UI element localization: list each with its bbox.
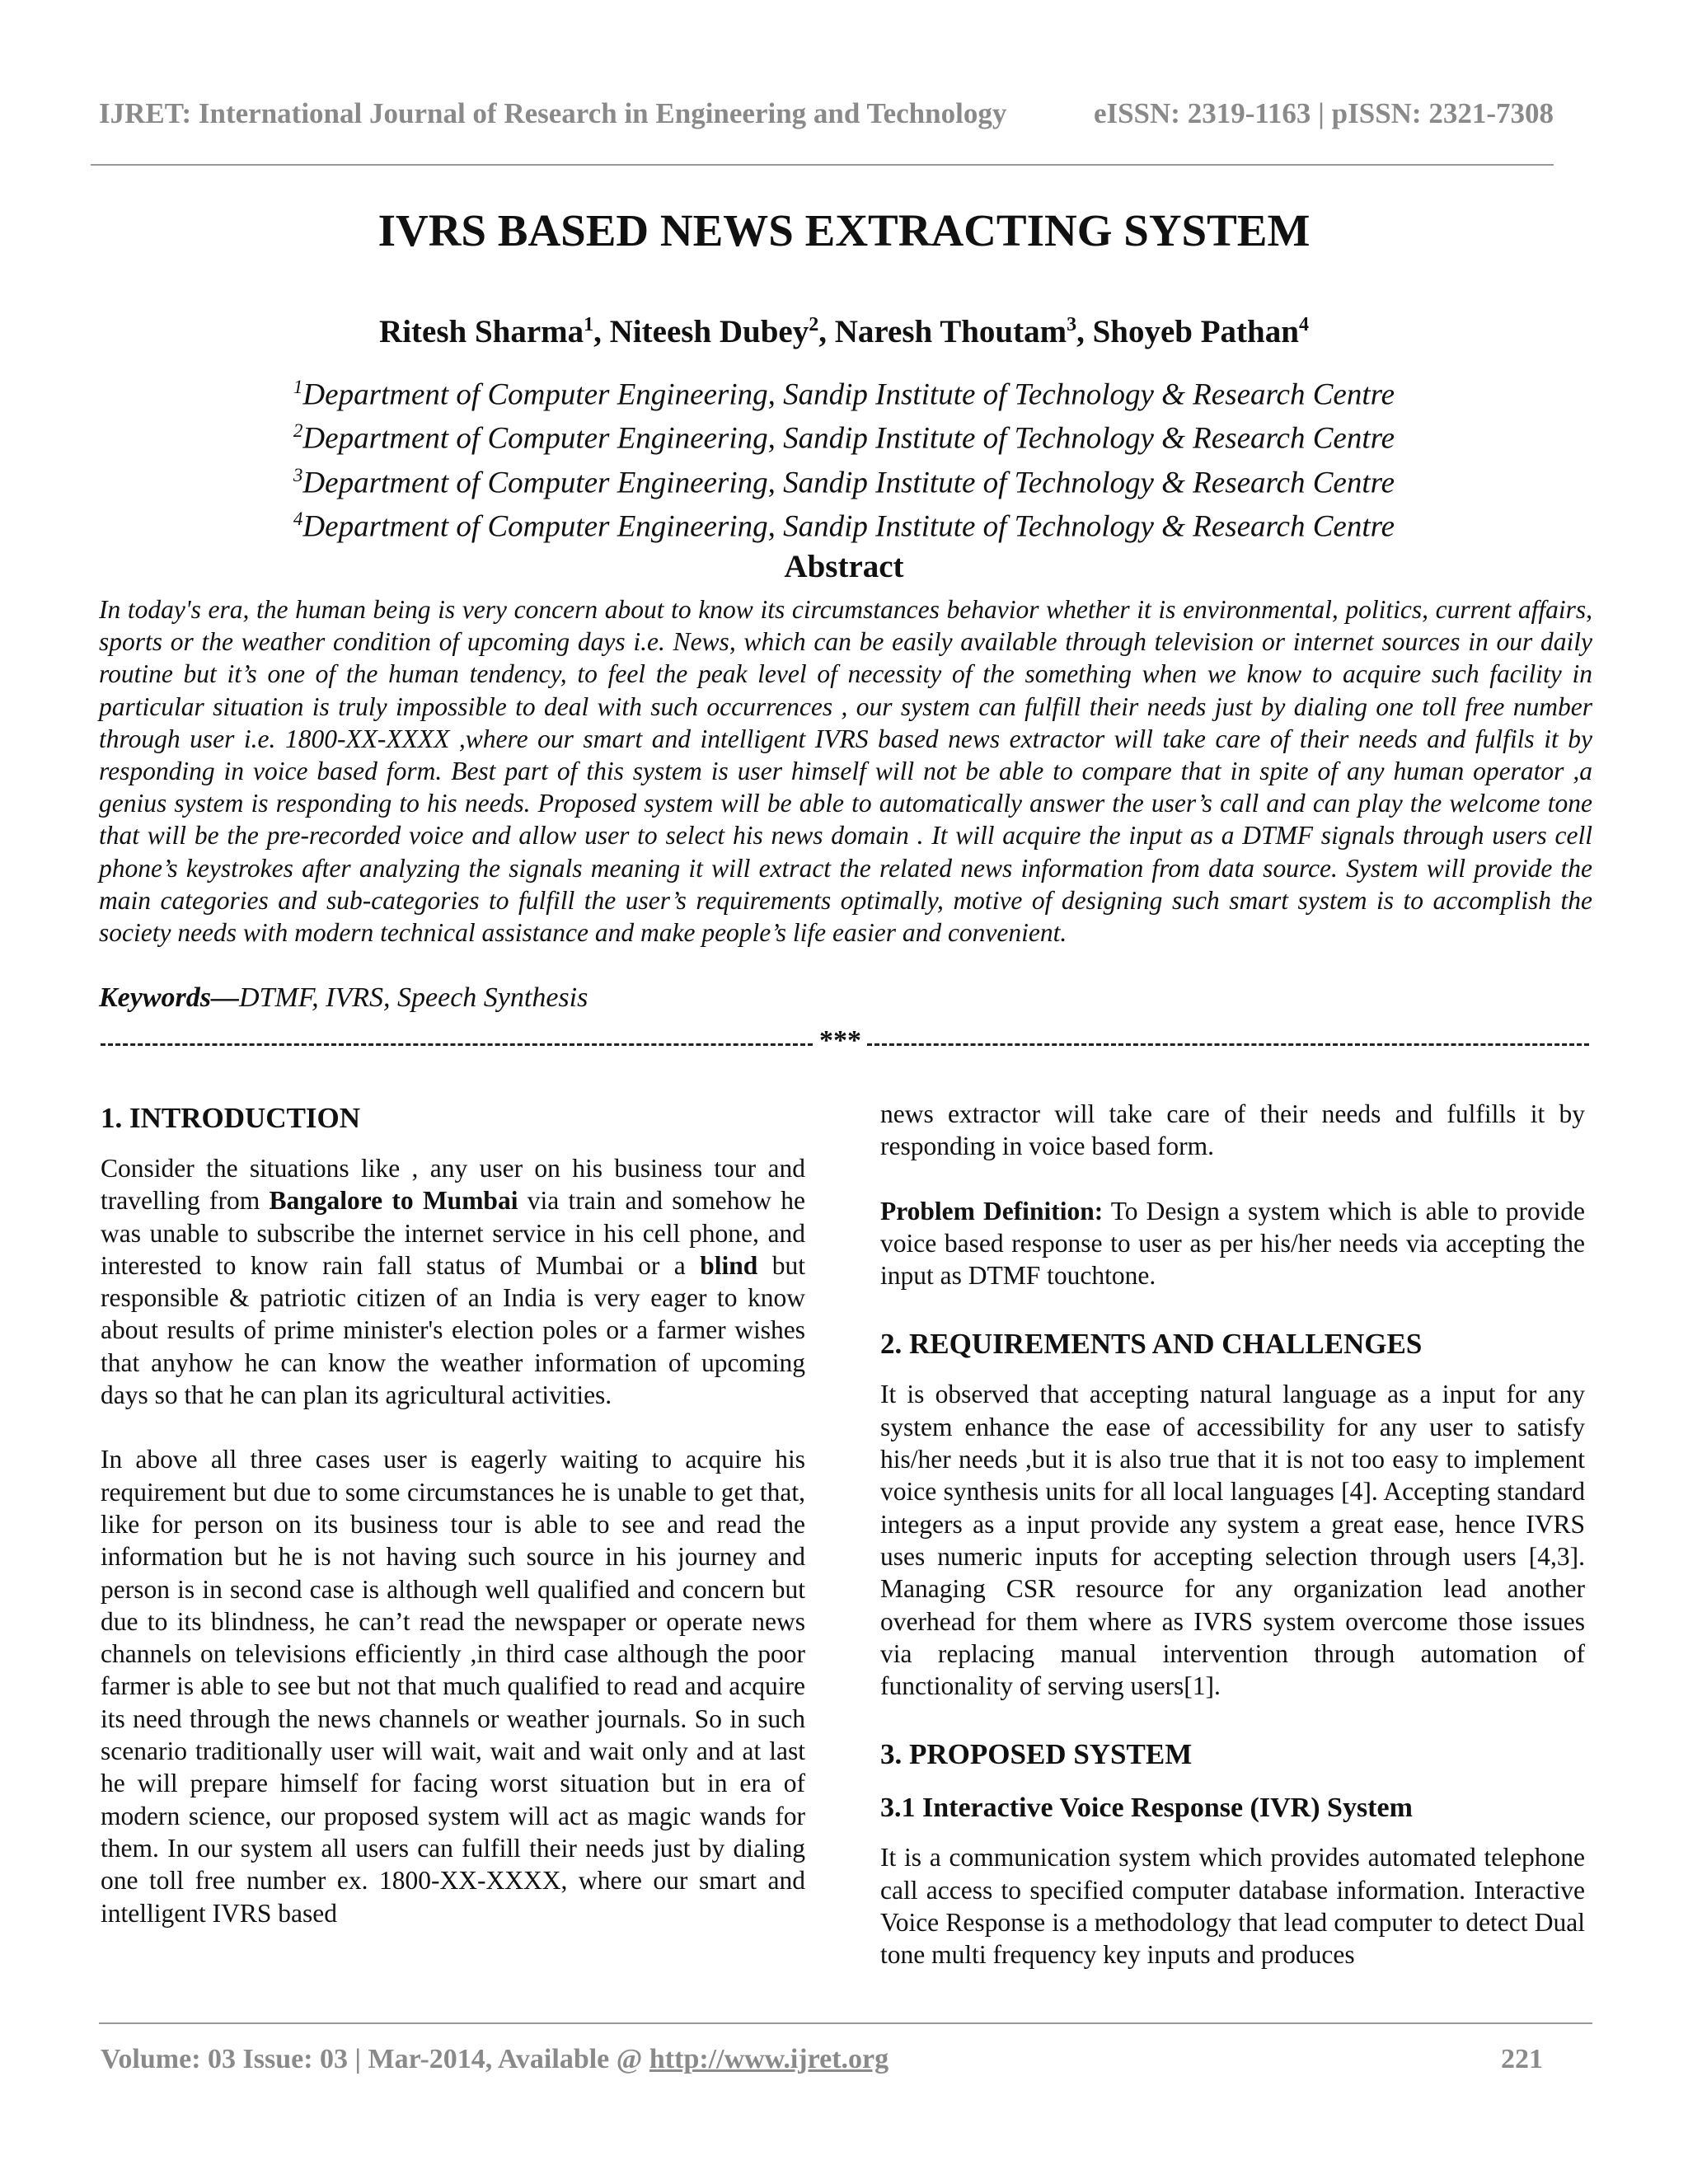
affiliation <box>0 369 1688 413</box>
keywords-text: DTMF, IVRS, Speech Synthesis <box>239 982 588 1013</box>
intro-text: Consider the situations like , any user on his business tour and travelling from <box>101 1154 805 1216</box>
intro-paragraph-1 <box>101 1152 805 1411</box>
author-name: Naresh Thoutam <box>834 314 1067 349</box>
affiliation <box>0 457 1688 501</box>
affiliation-sup: 2 <box>293 420 303 442</box>
problem-definition-text: To Design a system which is able to provide voice based response to user as per his/her needs via accepting the input as DTMF touchtone. <box>880 1196 1585 1291</box>
intro-text: but responsible & patriotic citizen of an India is very eager to know about results of prime minister's election poles or a farmer wishes that anyhow he can know the weather information of upcoming days so that he can plan its agricultural activities. <box>101 1250 805 1410</box>
affiliation-text: Department of Computer Engineering, Sandip Institute of Technology & Research Centre <box>302 421 1395 456</box>
problem-definition <box>880 1195 1585 1292</box>
journal-name: IJRET: International Journal of Research in Engineering and Technology <box>99 97 1007 129</box>
author-sup: 1 <box>584 314 594 335</box>
author-sep: , <box>1076 314 1093 349</box>
intro-emphasis: blind <box>700 1250 758 1280</box>
author-sep: , <box>818 314 835 349</box>
intro-paragraph-2: In above all three cases user is eagerly waiting to acquire his requirement but due to some circumstances he is unable to get that, like for person on its business tour is able to see and read the information but he is not having such source in his journey and person is in second case is although well qualified and concern but due to its blindness, he can’t read the newspaper or operate news channels on televisions efficiently ,in third case although the poor farmer is able to see but not that much qualified to read and acquire its need through the news channels or weather journals. So in such scenario traditionally user will wait, wait and wait only and at last he will prepare himself for facing worst situation but in era of modern science, our proposed system will act as magic wands for them. In our system all users can fulfill their needs just by dialing one toll free number ex. 1800-XX-XXXX, where our smart and intelligent IVRS based <box>101 1445 805 1928</box>
left-column <box>101 1098 805 1929</box>
subsection-heading-ivr: 3.1 Interactive Voice Response (IVR) System <box>880 1793 1413 1824</box>
section-heading-proposed-system: 3. PROPOSED SYSTEM <box>880 1738 1193 1771</box>
journal-link[interactable]: http://www.ijret.org <box>649 2044 889 2074</box>
author-sup: 3 <box>1067 314 1077 335</box>
problem-definition-label: Problem Definition: <box>880 1196 1104 1226</box>
author-sup: 4 <box>1298 314 1309 335</box>
abstract-text: In today's era, the human being is very concern about to know its circumstances behavior whether it is environmental, politics, current affairs, sports or the weather condition of upcoming days i.e. News, which can be easily available through television or internet sources in our daily routine but it’s one of the human tendency, to feel the peak level of necessity of the something when we know to acquire such facility in particular situation is truly impossible to deal with such occurrences , our system can fulfill their needs just by dialing one toll free number through user i.e. 1800-XX-XXXX ,where our smart and intelligent IVRS based news extractor will take care of their needs and fulfils it by responding in voice based form. Best part of this system is user himself will not be able to compare that in spite of any human operator ,a genius system is responding to his needs. Proposed system will be able to automatically answer the user’s call and can play the welcome tone that will be the pre-recorded voice and allow user to select his news domain . It will acquire the input as a DTMF signals through users cell phone’s keystrokes after analyzing the signals meaning it will extract the related news information from data source. System will provide the main categories and sub-categories to fulfill the user’s requirements optimally, motive of designing such smart system is to accomplish the society needs with modern technical assistance and make people’s life easier and convenient. <box>99 595 1592 948</box>
section-heading-requirements: 2. REQUIREMENTS AND CHALLENGES <box>880 1328 1423 1361</box>
author-name: Shoyeb Pathan <box>1092 314 1299 349</box>
separator-dash-right <box>867 1043 1589 1046</box>
issn-info: eISSN: 2319-1163 | pISSN: 2321-7308 <box>1093 97 1554 129</box>
running-footer <box>101 2044 1543 2075</box>
right-column <box>880 1098 1585 1971</box>
section-separator <box>101 1025 1589 1057</box>
keywords-label: Keywords— <box>99 982 239 1013</box>
affiliation <box>0 501 1688 545</box>
separator-dash-left <box>101 1043 813 1046</box>
intro-emphasis: Bangalore to Mumbai <box>269 1186 518 1216</box>
author-name: Ritesh Sharma <box>379 314 584 349</box>
intro-paragraph-2-continued: news extractor will take care of their needs and fulfills it by responding in voice based form. <box>880 1099 1585 1161</box>
affiliation-text: Department of Computer Engineering, Sandip Institute of Technology & Research Centre <box>302 377 1395 412</box>
running-header <box>99 97 1554 130</box>
affiliation-sup: 3 <box>293 464 303 485</box>
affiliation-sup: 4 <box>293 508 303 529</box>
author-sep: , <box>593 314 610 349</box>
affiliation-sup: 1 <box>293 377 303 397</box>
author-list <box>0 313 1688 350</box>
abstract-heading: Abstract <box>784 549 904 584</box>
section-heading-introduction: 1. INTRODUCTION <box>101 1102 361 1134</box>
requirements-paragraph: It is observed that accepting natural language as a input for any system enhance the ease of accessibility for any user to satisfy his/her needs ,but it is also true that it is not too easy to implement voice synthesis units for all local languages [4]. Accepting standard integers as a input provide any system a great ease, hence IVRS uses numeric inputs for accepting selection through users [4,3]. Managing CSR resource for any organization lead another overhead for them where as IVRS system overcome those issues via replacing manual intervention through automation of functionality of serving users[1]. <box>880 1380 1585 1701</box>
paper-title: IVRS BASED NEWS EXTRACTING SYSTEM <box>377 205 1311 255</box>
affiliation-text: Department of Computer Engineering, Sandip Institute of Technology & Research Centre <box>302 465 1395 499</box>
footer-volume: Volume: 03 Issue: 03 | Mar-2014, Available @ <box>101 2044 649 2074</box>
header-rule <box>91 164 1554 166</box>
separator-mark: *** <box>819 1025 861 1056</box>
page-number: 221 <box>1501 2044 1543 2074</box>
intro-text: via train and somehow he was unable to subscribe the internet service in his cell phone, and interested to know rain fall status of Mumbai or a <box>101 1186 805 1280</box>
footer-rule <box>99 2022 1592 2024</box>
affiliation <box>0 413 1688 457</box>
keywords-line <box>99 982 588 1014</box>
author-sup: 2 <box>809 314 819 335</box>
affiliation-text: Department of Computer Engineering, Sandip Institute of Technology & Research Centre <box>302 509 1395 544</box>
ivr-paragraph: It is a communication system which provides automated telephone call access to specified computer database information. Interactive Voice Response is a methodology that lead computer to detect Dual tone multi frequency key inputs and produces <box>880 1843 1585 1970</box>
affiliation-list <box>0 369 1688 545</box>
author-name: Niteesh Dubey <box>609 314 809 349</box>
